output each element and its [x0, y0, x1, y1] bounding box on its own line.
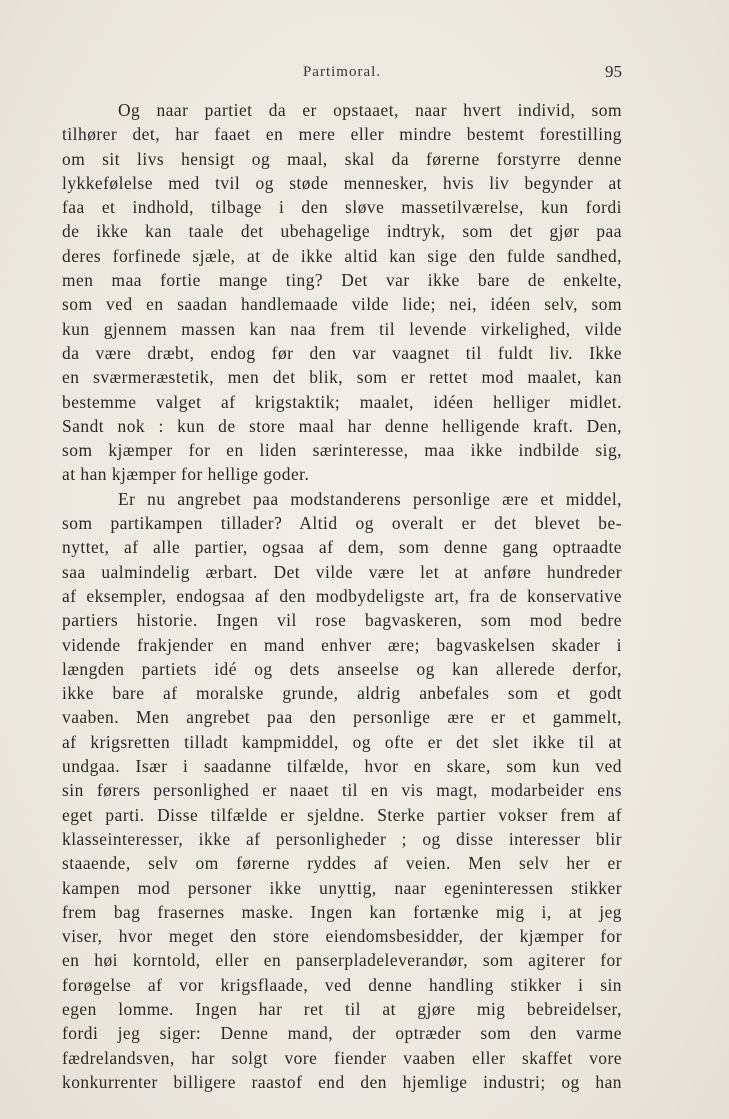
running-title: Partimoral. — [302, 64, 382, 80]
text-line: klasseinteresser, ikke af personligheder ; og disse interesser blir — [62, 828, 622, 849]
text-line: undgaa. Især i saadanne tilfælde, hvor en skare, som kun ved — [62, 756, 622, 777]
text-line: lykkefølelse med tvil og støde mennesker, hvis liv begynder at — [62, 172, 622, 193]
text-line: længden partiets idé og dets anseelse og kan allerede derfor, — [62, 658, 622, 679]
text-line: staaende, selv om førerne ryddes af veien. Men selv her er — [62, 853, 622, 874]
text-line: som kjæmper for en liden særinteresse, maa ikke indbilde sig, — [62, 440, 622, 461]
text-line: frem bag frasernes maske. Ingen kan fortænke mig i, at jeg — [62, 901, 622, 922]
text-line: som ved en saadan handlemaade vilde lide; nei, idéen selv, som — [62, 294, 622, 315]
page-header — [62, 64, 622, 88]
text-line: om sit livs hensigt og maal, skal da førerne forstyrre denne — [62, 148, 622, 169]
text-line: de ikke kan taale det ubehagelige indtryk, som det gjør paa — [62, 221, 622, 242]
text-line: af krigsretten tilladt kampmiddel, og ofte er det slet ikke til at — [62, 731, 622, 752]
text-line: Sandt nok : kun de store maal har denne helligende kraft. Den, — [62, 415, 622, 436]
text-line: men maa fortie mange ting? Det var ikke bare de enkelte, — [62, 270, 622, 291]
text-line: konkurrenter billigere raastof end den hjemlige industri; og han — [62, 1071, 622, 1092]
page-number: 95 — [605, 62, 622, 81]
text-line: som partikampen tillader? Altid og overalt er det blevet be- — [62, 513, 622, 534]
text-line: deres forfinede sjæle, at de ikke altid kan sige den fulde sandhed, — [62, 245, 622, 266]
text-line: fordi jeg siger: Denne mand, der optræder som den varme — [62, 1023, 622, 1044]
text-line: kun gjennem massen kan naa frem til levende virkelighed, vilde — [62, 318, 622, 339]
text-line: forøgelse af vor krigsflaade, ved denne handling stikker i sin — [62, 974, 622, 995]
text-line: vaaben. Men angrebet paa den personlige ære er et gammelt, — [62, 707, 622, 728]
text-line: tilhører det, har faaet en mere eller mindre bestemt forestilling — [62, 124, 622, 145]
text-line: Og naar partiet da er opstaaet, naar hvert individ, som — [118, 100, 622, 120]
text-line: egen lomme. Ingen har ret til at gjøre mig bebreidelser, — [62, 998, 622, 1019]
text-line: nyttet, af alle partier, ogsaa af dem, som denne gang optraadte — [62, 537, 622, 558]
text-line: af eksempler, endogsaa af den modbydeligste art, fra de konservative — [62, 585, 622, 606]
text-line: en sværmeræstetik, men det blik, som er rettet mod maalet, kan — [62, 367, 622, 388]
text-line: fædrelandsven, har solgt vore fiender vaaben eller skaffet vore — [62, 1047, 622, 1068]
text-line: ikke bare af moralske grunde, aldrig anbefales som et godt — [62, 683, 622, 704]
text-line: viser, hvor meget den store eiendomsbesidder, der kjæmper for — [62, 926, 622, 947]
text-line: sin førers personlighed er naaet til en vis magt, modarbeider ens — [62, 780, 622, 801]
text-line: da være dræbt, endog før den var vaagnet til fuldt liv. Ikke — [62, 342, 622, 363]
text-line: faa et indhold, tilbage i den sløve massetilværelse, kun fordi — [62, 197, 622, 218]
body-text — [62, 98, 622, 1094]
text-line: vidende frakjender en mand enhver ære; bagvaskelsen skader i — [62, 634, 622, 655]
text-line: saa ualmindelig ærbart. Det vilde være let at anføre hundreder — [62, 561, 622, 582]
text-line: en høi korntold, eller en panserpladeleverandør, som agiterer for — [62, 950, 622, 971]
text-line: at han kjæmper for hellige goder. — [62, 464, 310, 485]
text-line: kampen mod personer ikke unyttig, naar egeninteressen stikker — [62, 877, 622, 898]
text-line: partiers historie. Ingen vil rose bagvaskeren, som mod bedre — [62, 610, 622, 631]
text-line: Er nu angrebet paa modstanderens personlige ære et middel, — [118, 488, 622, 509]
text-line: eget parti. Disse tilfælde er sjeldne. Sterke partier vokser frem af — [62, 804, 622, 825]
text-line: bestemme valget af krigstaktik; maalet, idéen helliger midlet. — [62, 391, 622, 412]
